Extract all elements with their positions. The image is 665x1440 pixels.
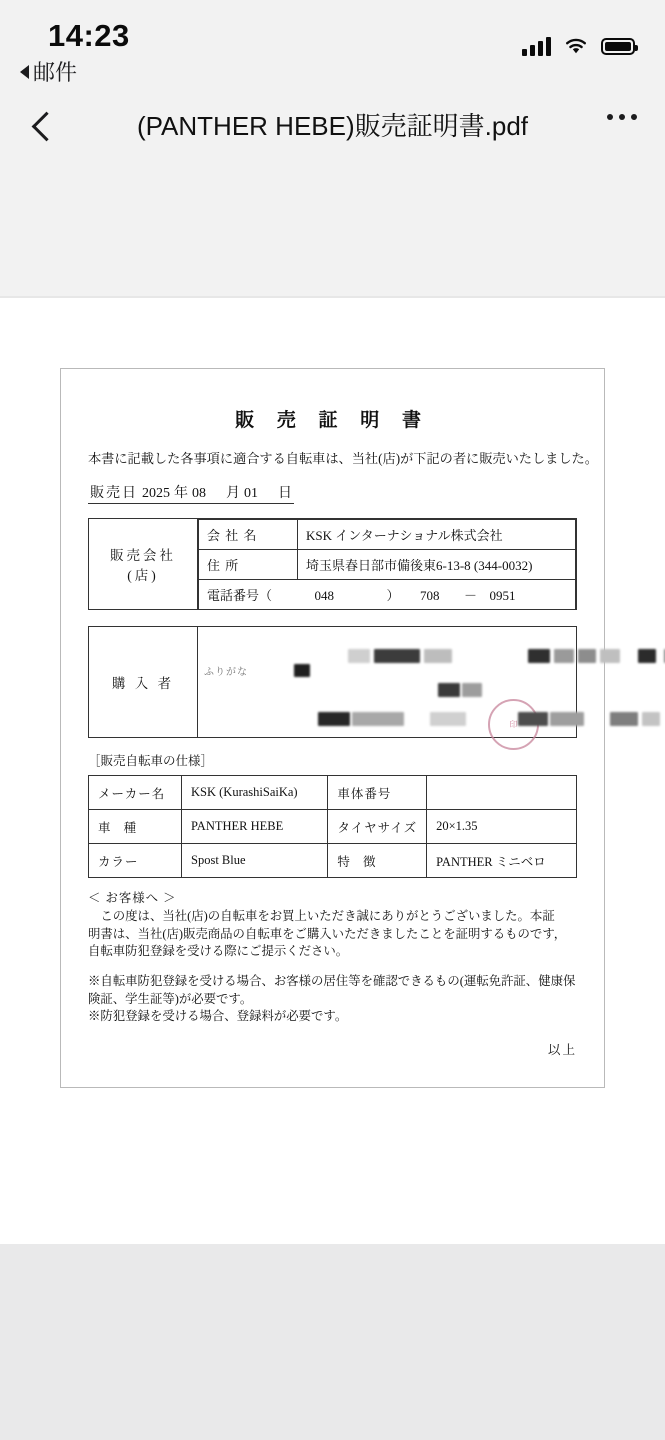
spec-table (88, 775, 577, 878)
navigation-bar (0, 92, 665, 296)
customer-notes (88, 890, 577, 960)
sale-date-day-unit: 日 (276, 482, 294, 504)
spec-key-tire-size: タイヤサイズ (328, 810, 427, 844)
seller-row-label: 販売会社(店) (89, 519, 198, 610)
status-bar-time: 14:23 (48, 18, 130, 53)
document-title: 販 売 証 明 書 (234, 410, 430, 431)
spec-value-tire-size: 20×1.35 (427, 810, 577, 844)
document-lead-text: 本書に記載した各事項に適合する自転車は、当社(店)が下記の者に販売いたしました。 (88, 451, 598, 466)
seller-address-value: 埼玉県春日部市備後東6-13-8 (344-0032) (298, 550, 576, 580)
sale-date-month: 08 (190, 486, 224, 504)
back-to-mail-app-link[interactable] (20, 56, 77, 87)
back-to-mail-app-label: 邮件 (33, 60, 78, 85)
spec-key-maker: メーカー名 (89, 776, 182, 810)
seller-tel-dash: － (464, 588, 478, 604)
sale-date-day: 01 (242, 486, 276, 504)
sale-date-year: 2025 (140, 486, 172, 504)
table-row (89, 776, 577, 810)
back-triangle-icon (20, 65, 29, 79)
seller-tel-area: 048 (314, 588, 335, 604)
sale-date-line (88, 482, 577, 504)
seller-company-value: KSK インターナショナル株式会社 (298, 520, 576, 550)
buyer-furigana-label: ふりがな (204, 667, 248, 679)
seller-address-key: 住 所 (199, 550, 298, 580)
seller-tel-key: 電話番号（ (207, 588, 273, 604)
notes-asterisk-2: ※防犯登録を受ける場合、登録料が必要です。 (88, 1009, 348, 1024)
notes-body-line-1: この度は、当社(店)の自転車をお買上いただき誠にありがとうございました。本証 (100, 909, 555, 924)
table-row (89, 810, 577, 844)
spec-key-feature: 特 徴 (328, 844, 427, 878)
spec-key-frame-number: 車体番号 (328, 776, 427, 810)
status-bar (0, 0, 665, 92)
more-options-icon[interactable] (607, 114, 637, 120)
seller-tel-paren-close: ） (386, 588, 400, 604)
wifi-icon (563, 36, 589, 56)
notes-body-line-2: 明書は、当社(店)販売商品の自転車をご購入いただきましたことを証明するものです， (88, 926, 567, 941)
seller-tel-row (199, 580, 576, 610)
sale-date-year-unit: 年 (172, 482, 190, 504)
pdf-page (60, 368, 605, 1088)
spec-caption: ［販売自転車の仕様］ (88, 754, 214, 769)
notes-body-line-3: 自転車防犯登録を受ける際にご提示ください。 (88, 944, 349, 959)
spec-value-color: Spost Blue (182, 844, 328, 878)
seller-company-key: 会 社 名 (199, 520, 298, 550)
pdf-viewer[interactable] (0, 296, 665, 1440)
seller-tel-last: 0951 (489, 588, 516, 604)
sale-date-label: 販売日 (88, 482, 140, 504)
spec-value-feature: PANTHER ミニベロ (427, 844, 577, 878)
spec-value-maker: KSK (KurashiSaiKa) (182, 776, 328, 810)
table-row (89, 844, 577, 878)
spec-value-model: PANTHER HEBE (182, 810, 328, 844)
page-title: (PANTHER HEBE)販売証明書.pdf (136, 111, 529, 141)
document-closing: 以上 (547, 1042, 577, 1057)
company-seal-stamp-text: 印 (509, 719, 518, 729)
buyer-table (88, 626, 577, 738)
sale-date-month-unit: 月 (224, 482, 242, 504)
seller-table (88, 518, 577, 610)
viewer-background (0, 1244, 665, 1440)
cellular-signal-icon (522, 36, 551, 56)
viewer-top-divider (0, 296, 665, 298)
notes-asterisk-1-line-2: 険証、学生証等)が必要です。 (88, 991, 253, 1006)
notes-asterisk-1-line-1: ※自転車防犯登録を受ける場合、お客様の居住等を確認できるもの(運転免許証、健康保 (88, 973, 576, 988)
spec-key-model: 車 種 (89, 810, 182, 844)
buyer-row-label: 購 入 者 (89, 627, 198, 738)
customer-notes-asterisk (88, 973, 577, 1026)
status-bar-indicators (522, 36, 635, 56)
spec-key-color: カラー (89, 844, 182, 878)
buyer-redacted-area (198, 627, 576, 737)
battery-full-icon (601, 38, 635, 55)
seller-tel-mid: 708 (420, 588, 440, 604)
notes-heading: ＜ お客様へ ＞ (88, 891, 177, 906)
spec-value-frame-number (427, 776, 577, 810)
